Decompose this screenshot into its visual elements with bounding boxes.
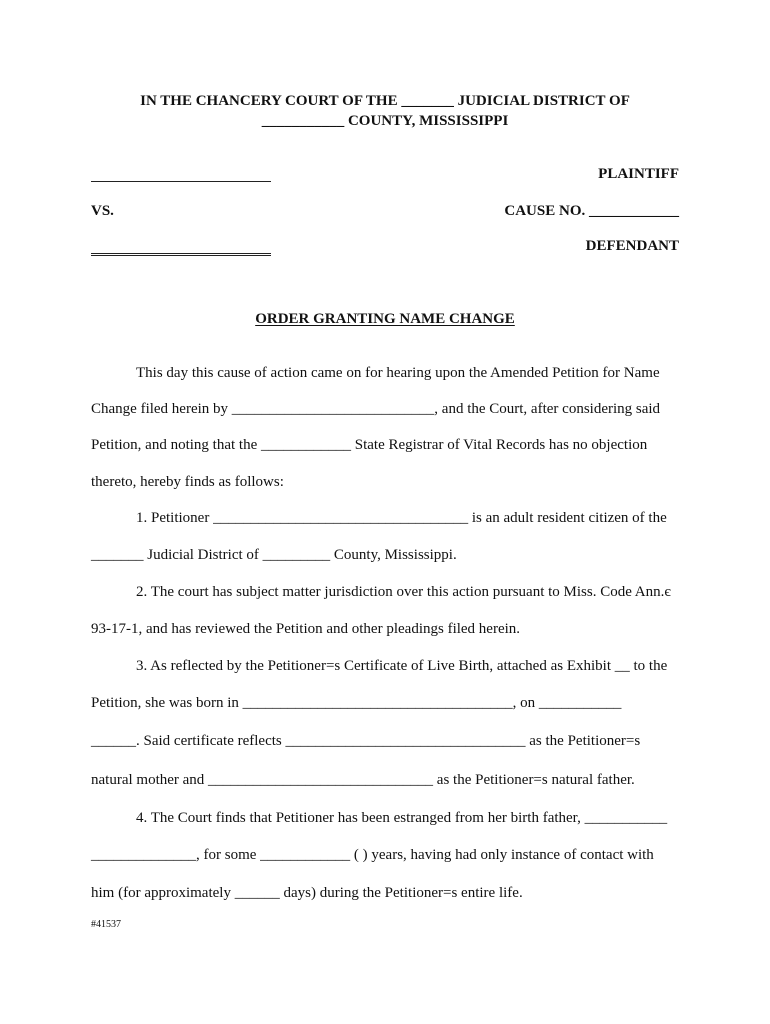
finding-4-line-1: 4. The Court finds that Petitioner has been estranged from her birth father, ___________ xyxy=(136,810,668,826)
body-line-2: Change filed herein by ___________________________, and the Court, after considering said xyxy=(91,401,661,417)
order-title: ORDER GRANTING NAME CHANGE xyxy=(255,311,515,327)
cause-number-label: CAUSE NO. ____________ xyxy=(504,203,679,219)
finding-4-line-2: ______________, for some ____________ ( ) years, having had only instance of contact with xyxy=(91,847,654,863)
finding-3-line-3: ______. Said certificate reflects ________________________________ as the Petitioner=s xyxy=(91,733,641,749)
defendant-label: DEFENDANT xyxy=(585,238,679,254)
vs-label: VS. xyxy=(91,203,114,219)
plaintiff-name-line xyxy=(91,181,271,182)
finding-2-line-1: 2. The court has subject matter jurisdiction over this action pursuant to Miss. Code Ann.є xyxy=(136,584,671,600)
finding-2-line-2: 93-17-1, and has reviewed the Petition and other pleadings filed herein. xyxy=(91,621,521,637)
finding-4-line-3: him (for approximately ______ days) during the Petitioner=s entire life. xyxy=(91,885,523,901)
body-line-4: thereto, hereby finds as follows: xyxy=(91,474,284,490)
court-header-line-1: IN THE CHANCERY COURT OF THE _______ JUDICIAL DISTRICT OF xyxy=(140,93,630,109)
document-id: #41537 xyxy=(91,919,121,930)
finding-3-line-4: natural mother and ______________________________ as the Petitioner=s natural father. xyxy=(91,772,635,788)
finding-1-line-2: _______ Judicial District of _________ County, Mississippi. xyxy=(91,547,457,563)
finding-3-line-1: 3. As reflected by the Petitioner=s Certificate of Live Birth, attached as Exhibit __ to the xyxy=(136,658,668,674)
finding-1-line-1: 1. Petitioner __________________________________ is an adult resident citizen of the xyxy=(136,510,667,526)
finding-3-line-2: Petition, she was born in ____________________________________, on ___________ xyxy=(91,695,622,711)
court-header-line-2: ___________ COUNTY, MISSISSIPPI xyxy=(261,113,509,129)
defendant-name-line xyxy=(91,253,271,256)
body-line-3: Petition, and noting that the ____________ State Registrar of Vital Records has no objection xyxy=(91,437,648,453)
plaintiff-label: PLAINTIFF xyxy=(598,166,679,182)
body-line-1: This day this cause of action came on for hearing upon the Amended Petition for Name xyxy=(136,365,660,381)
